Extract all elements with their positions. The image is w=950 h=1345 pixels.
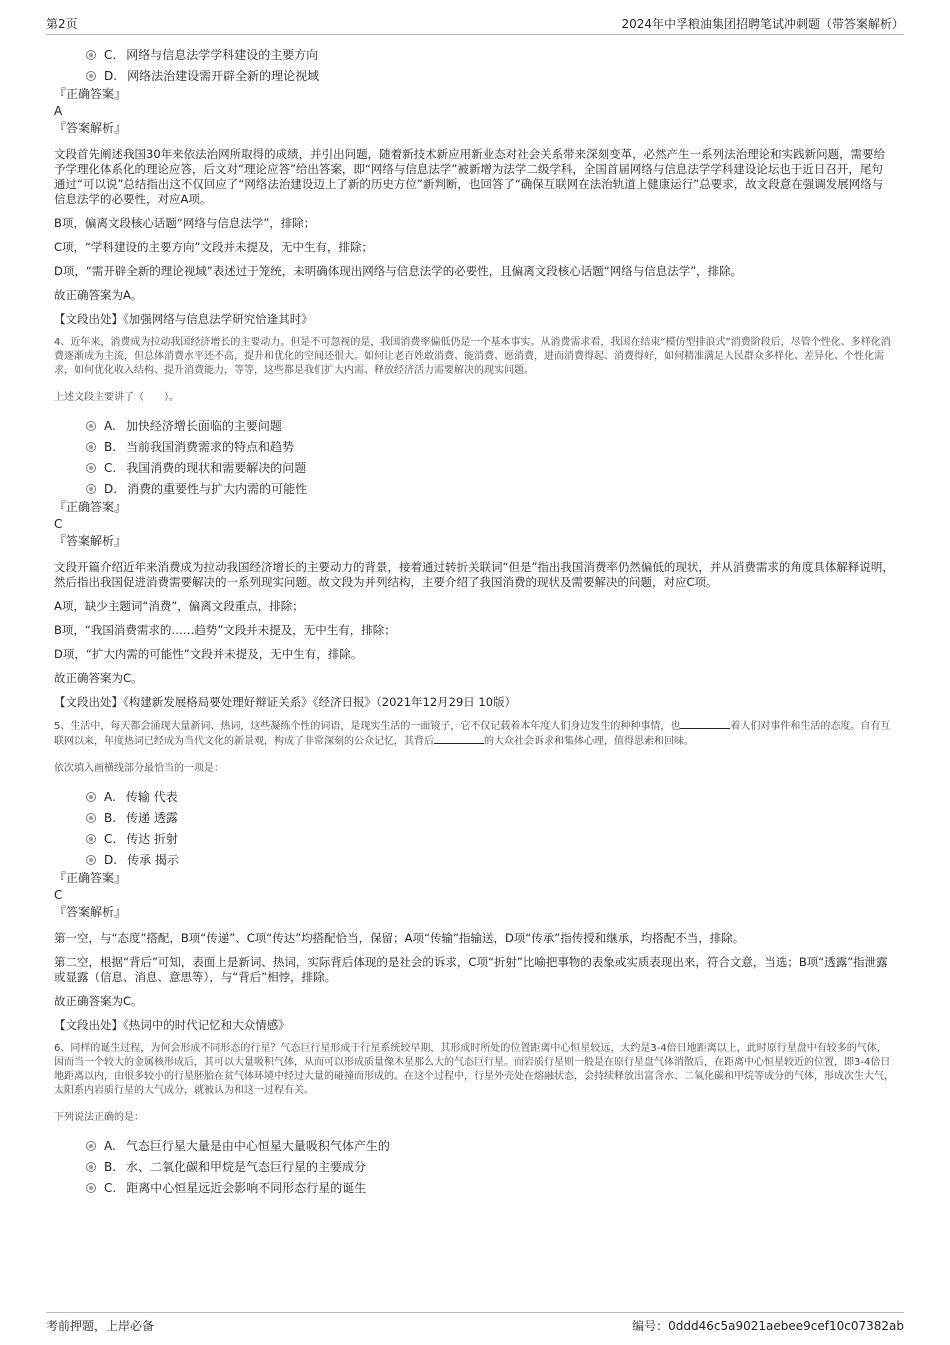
radio-icon[interactable] <box>86 1141 96 1151</box>
radio-icon[interactable] <box>86 484 96 494</box>
fill-blank <box>434 734 484 744</box>
analysis-label: 『答案解析』 <box>54 905 127 919</box>
document-id: 编号：0ddd46c5a9021aebee9cef10c07382ab <box>632 1319 904 1333</box>
radio-icon[interactable] <box>86 442 96 452</box>
q5-options <box>54 786 894 870</box>
q5-prompt: 依次填入画横线部分最恰当的一项是： <box>54 763 224 774</box>
source-citation: 【文段出处】《加强网络与信息法学研究恰逢其时》 <box>54 312 313 326</box>
q4-option-c[interactable]: C. 我国消费的现状和需要解决的问题 <box>86 457 894 478</box>
source-citation: 【文段出处】《构建新发展格局要处理好辩证关系》《经济日报》（2021年12月29日 10版） <box>54 695 517 709</box>
answer-value: A <box>54 104 63 118</box>
radio-icon[interactable] <box>86 50 96 60</box>
answer-label: 『正确答案』 <box>54 500 127 514</box>
q5-stem: 5、生活中，每天都会涌现大量新词、热词，这些凝练个性的词语，是现实生活的一面镜子，它不仅记载着本年度人们身边发生的种种事情，也 着人们对事件和生活的态度。自有互联网以来，年度热词已经成为当代文化的新景观，构成了非常深刻的公众记忆，其背后 的大众社会诉求和集体心理，值得思索和回味。 <box>54 721 891 747</box>
answer-value: C <box>54 888 63 902</box>
radio-icon[interactable] <box>86 792 96 802</box>
q6-option-a[interactable]: A. 气态巨行星大量是由中心恒星大量吸积气体产生的 <box>86 1135 894 1156</box>
q3-options <box>54 44 894 86</box>
page-content <box>54 44 894 1198</box>
q6-option-b[interactable]: B. 水、二氧化碳和甲烷是气态巨行星的主要成分 <box>86 1156 894 1177</box>
radio-icon[interactable] <box>86 71 96 81</box>
q4-option-d[interactable]: D. 消费的重要性与扩大内需的可能性 <box>86 478 894 499</box>
analysis-paragraph: 第一空，与“态度”搭配，B项“传递”、C项“传达”均搭配恰当，保留；A项“传输”指输送，D项“传承”指传授和继承，均搭配不当，排除。 <box>54 931 745 945</box>
q6-options <box>54 1135 894 1198</box>
analysis-paragraph: 故正确答案为A。 <box>54 288 143 302</box>
page-header <box>46 10 904 35</box>
analysis-paragraph: 故正确答案为C。 <box>54 994 143 1008</box>
q6-prompt: 下列说法正确的是： <box>54 1112 144 1123</box>
radio-icon[interactable] <box>86 834 96 844</box>
analysis-paragraph: B项，偏离文段核心话题“网络与信息法学”，排除； <box>54 216 316 230</box>
radio-icon[interactable] <box>86 463 96 473</box>
analysis-paragraph: 文段开篇介绍近年来消费成为拉动我国经济增长的主要动力的背景，接着通过转折关联词“但是”指出我国消费率仍然偏低的现状，并从消费需求的角度具体解释说明，然后指出我国促进消费需要解决的一系列现实问题。故文段为并列结构，主要介绍了我国消费的现状及需要解决的问题，对应C项。 <box>54 560 894 589</box>
page-footer <box>46 1312 904 1334</box>
analysis-paragraph: 第二空，根据“背后”可知，表面上是新词、热词，实际背后体现的是社会的诉求，C项“折射”比喻把事物的表象或实质表现出来，符合文意，当选；B项“透露”指泄露或显露（信息、消息、意思等），与“背后”相悖，排除。 <box>54 955 888 984</box>
answer-label: 『正确答案』 <box>54 87 127 101</box>
analysis-paragraph: A项，缺少主题词“消费”，偏离文段重点，排除； <box>54 599 304 613</box>
q4-prompt: 上述文段主要讲了（ ）。 <box>54 392 179 403</box>
analysis-paragraph: C项，“学科建设的主要方向”文段并未提及，无中生有，排除； <box>54 240 373 254</box>
q4-option-a[interactable]: A. 加快经济增长面临的主要问题 <box>86 415 894 436</box>
analysis-paragraph: B项，“我国消费需求的……趋势”文段并未提及，无中生有，排除； <box>54 623 396 637</box>
answer-value: C <box>54 517 63 531</box>
analysis-label: 『答案解析』 <box>54 534 127 548</box>
radio-icon[interactable] <box>86 855 96 865</box>
page-number: 第2页 <box>46 17 78 31</box>
q4-stem: 4、近年来，消费成为拉动我国经济增长的主要动力。但是不可忽视的是，我国消费率偏低仍是一个基本事实。从消费需求看，我国在结束“模仿型排浪式”消费阶段后，尽管个性化、多样化消费逐渐成为主流，但总体消费水平还不高，提升和优化的空间还很大。如何让老百姓敢消费、能消费、愿消费，进而消费得起、消费得好，如何精准满足人民群众多样化、差异化、个性化需求，如何优化收入结构、提升消费能力，等等，这些都是我们扩大内需、释放经济活力需要解决的现实问题。 <box>54 337 891 376</box>
analysis-paragraph: 故正确答案为C。 <box>54 671 143 685</box>
q3-option-d[interactable]: D. 网络法治建设需开辟全新的理论视域 <box>86 65 894 86</box>
q3-option-c[interactable]: C. 网络与信息法学学科建设的主要方向 <box>86 44 894 65</box>
q5-option-c[interactable]: C. 传达 折射 <box>86 828 894 849</box>
radio-icon[interactable] <box>86 1162 96 1172</box>
analysis-paragraph: D项，“需开辟全新的理论视域”表述过于笼统，未明确体现出网络与信息法学的必要性，且偏离文段核心话题“网络与信息法学”，排除。 <box>54 264 743 278</box>
source-citation: 【文段出处】《热词中的时代记忆和大众情感》 <box>54 1018 290 1032</box>
radio-icon[interactable] <box>86 1183 96 1193</box>
q5-option-a[interactable]: A. 传输 代表 <box>86 786 894 807</box>
radio-icon[interactable] <box>86 421 96 431</box>
radio-icon[interactable] <box>86 813 96 823</box>
q6-option-c[interactable]: C. 距离中心恒星远近会影响不同形态行星的诞生 <box>86 1177 894 1198</box>
analysis-paragraph: 文段首先阐述我国30年来依法治网所取得的成绩，并引出问题，随着新技术新应用新业态对社会关系带来深刻变革，必然产生一系列法治理论和实践新问题，需要给予学理化体系化的理论应答，后文对“理论应答”给出答案，即“网络与信息法学”被新增为法学二级学科，全国首届网络与信息法学学科建设论坛也于近日召开，尾句通过“可以说”总结指出这不仅回应了“网络法治建设迈上了新的历史方位”新判断，也回答了“确保互联网在法治轨道上健康运行”总要求，故文段意在强调发展网络与信息法学的必要性，对应A项。 <box>54 147 886 206</box>
answer-label: 『正确答案』 <box>54 871 127 885</box>
document-title: 2024年中孚粮油集团招聘笔试冲刺题（带答案解析） <box>621 17 904 31</box>
q5-option-d[interactable]: D. 传承 揭示 <box>86 849 894 870</box>
fill-blank <box>680 719 730 729</box>
q4-options <box>54 415 894 499</box>
analysis-paragraph: D项，“扩大内需的可能性”文段并未提及，无中生有，排除。 <box>54 647 363 661</box>
q6-stem: 6、同样的诞生过程，为何会形成不同形态的行星？气态巨行星形成于行星系统较早期，其形成时所处的位置距离中心恒星较远，大约是3-4倍日地距离以上，此时原行星盘中有较多的气体，因而当一个较大的金属核形成后，其可以大量吸积气体，从而可以形成质量像木星那么大的气态巨行星。而岩质行星则一般是在原行星盘气体消散后，在距离中心恒星较近的位置，即3-4倍日地距离以内，由很多较小的行星胚胎在贫气体环境中经过大量的碰撞而形成的。在这个过程中，行星外壳处在熔融状态，会持续释放出富含水、二氧化碳和甲烷等成分的气体，形成次生大气，太阳系内岩质行星的大气成分，就被认为和这一过程有关。 <box>54 1043 894 1096</box>
q5-option-b[interactable]: B. 传递 透露 <box>86 807 894 828</box>
footer-slogan: 考前押题，上岸必备 <box>46 1319 155 1333</box>
q4-option-b[interactable]: B. 当前我国消费需求的特点和趋势 <box>86 436 894 457</box>
analysis-label: 『答案解析』 <box>54 121 127 135</box>
